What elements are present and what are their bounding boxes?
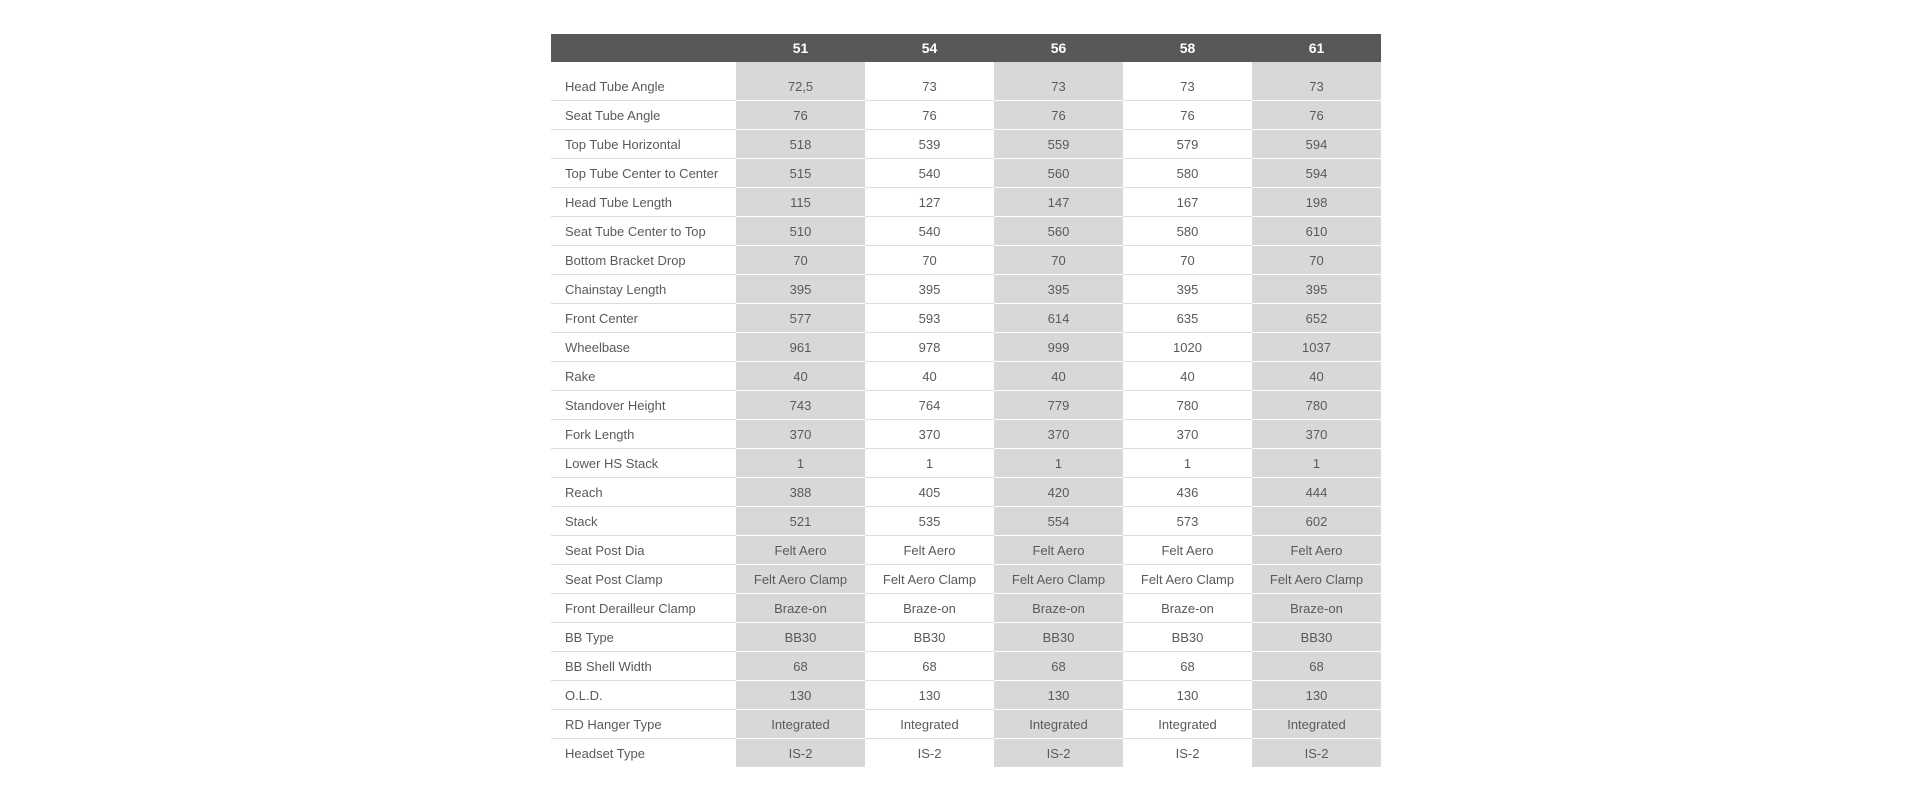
table-cell: Felt Aero	[1123, 536, 1252, 565]
table-cell: IS-2	[1123, 739, 1252, 768]
table-cell: 127	[865, 188, 994, 217]
table-cell: 577	[736, 304, 865, 333]
table-cell: 130	[994, 681, 1123, 710]
table-cell: 395	[1252, 275, 1381, 304]
table-cell: BB30	[994, 623, 1123, 652]
row-label: Reach	[551, 478, 736, 507]
table-cell: Felt Aero Clamp	[1252, 565, 1381, 594]
table-cell: 68	[1123, 652, 1252, 681]
table-cell: Integrated	[865, 710, 994, 739]
geometry-table	[551, 34, 1381, 768]
row-label: Seat Tube Angle	[551, 101, 736, 130]
table-cell: 76	[865, 101, 994, 130]
table-cell: 579	[1123, 130, 1252, 159]
table-cell: 1	[865, 449, 994, 478]
row-label: Seat Post Clamp	[551, 565, 736, 594]
table-cell: Integrated	[1252, 710, 1381, 739]
table-cell: 780	[1252, 391, 1381, 420]
table-cell: 72,5	[736, 72, 865, 101]
table-cell: 743	[736, 391, 865, 420]
table-cell: 130	[1123, 681, 1252, 710]
table-cell: 388	[736, 478, 865, 507]
table-cell: 70	[1123, 246, 1252, 275]
table-cell: 540	[865, 217, 994, 246]
row-label: BB Type	[551, 623, 736, 652]
row-label: Fork Length	[551, 420, 736, 449]
table-cell: 610	[1252, 217, 1381, 246]
table-cell: 518	[736, 130, 865, 159]
table-cell: 580	[1123, 217, 1252, 246]
table-cell: Braze-on	[736, 594, 865, 623]
table-cell: IS-2	[1252, 739, 1381, 768]
table-cell: 73	[1252, 72, 1381, 101]
table-cell: Integrated	[1123, 710, 1252, 739]
table-cell: 573	[1123, 507, 1252, 536]
table-cell: 540	[865, 159, 994, 188]
table-cell: 652	[1252, 304, 1381, 333]
table-cell: 535	[865, 507, 994, 536]
table-cell: 510	[736, 217, 865, 246]
table-cell: 198	[1252, 188, 1381, 217]
table-cell: 764	[865, 391, 994, 420]
table-cell: 780	[1123, 391, 1252, 420]
row-label: Head Tube Length	[551, 188, 736, 217]
table-row	[551, 333, 1381, 362]
table-cell: 40	[736, 362, 865, 391]
table-cell: Felt Aero Clamp	[1123, 565, 1252, 594]
table-cell: 68	[1252, 652, 1381, 681]
table-cell: 395	[1123, 275, 1252, 304]
row-label: Top Tube Center to Center	[551, 159, 736, 188]
table-cell: 130	[1252, 681, 1381, 710]
table-row	[551, 159, 1381, 188]
row-label: Lower HS Stack	[551, 449, 736, 478]
table-cell: 130	[865, 681, 994, 710]
table-cell: IS-2	[994, 739, 1123, 768]
table-cell: Felt Aero Clamp	[736, 565, 865, 594]
table-cell: Felt Aero Clamp	[994, 565, 1123, 594]
table-row	[551, 101, 1381, 130]
table-cell: 370	[1252, 420, 1381, 449]
row-label: Front Center	[551, 304, 736, 333]
row-label: Head Tube Angle	[551, 72, 736, 101]
size-header-4: 61	[1252, 34, 1381, 62]
table-cell: 70	[865, 246, 994, 275]
row-label: O.L.D.	[551, 681, 736, 710]
table-cell: 130	[736, 681, 865, 710]
table-cell: 539	[865, 130, 994, 159]
table-cell: 70	[736, 246, 865, 275]
table-cell: 40	[1252, 362, 1381, 391]
table-cell: 580	[1123, 159, 1252, 188]
spacer-cell	[994, 62, 1123, 72]
table-cell: 76	[994, 101, 1123, 130]
table-cell: 167	[1123, 188, 1252, 217]
table-row	[551, 739, 1381, 768]
table-cell: 68	[994, 652, 1123, 681]
table-cell: Braze-on	[994, 594, 1123, 623]
table-row	[551, 420, 1381, 449]
spacer-cell	[1123, 62, 1252, 72]
table-cell: 40	[1123, 362, 1252, 391]
table-cell: 76	[1252, 101, 1381, 130]
row-label: Top Tube Horizontal	[551, 130, 736, 159]
table-cell: 635	[1123, 304, 1252, 333]
header-corner	[551, 34, 736, 62]
row-label: Headset Type	[551, 739, 736, 768]
table-row	[551, 130, 1381, 159]
table-row	[551, 449, 1381, 478]
table-cell: 73	[994, 72, 1123, 101]
table-cell: IS-2	[865, 739, 994, 768]
geometry-table-body	[551, 62, 1381, 768]
table-cell: Felt Aero	[1252, 536, 1381, 565]
table-cell: 115	[736, 188, 865, 217]
table-cell: 444	[1252, 478, 1381, 507]
table-cell: Felt Aero Clamp	[865, 565, 994, 594]
table-row	[551, 623, 1381, 652]
row-label: Front Derailleur Clamp	[551, 594, 736, 623]
table-cell: Felt Aero	[865, 536, 994, 565]
row-label: BB Shell Width	[551, 652, 736, 681]
table-cell: 521	[736, 507, 865, 536]
table-cell: IS-2	[736, 739, 865, 768]
table-cell: 593	[865, 304, 994, 333]
table-cell: 961	[736, 333, 865, 362]
size-header-0: 51	[736, 34, 865, 62]
table-row	[551, 507, 1381, 536]
table-cell: BB30	[736, 623, 865, 652]
table-cell: 436	[1123, 478, 1252, 507]
table-cell: 76	[1123, 101, 1252, 130]
table-cell: 999	[994, 333, 1123, 362]
table-cell: 73	[1123, 72, 1252, 101]
row-label: Seat Tube Center to Top	[551, 217, 736, 246]
table-row	[551, 565, 1381, 594]
table-row	[551, 710, 1381, 739]
table-cell: Integrated	[736, 710, 865, 739]
table-cell: 370	[865, 420, 994, 449]
table-cell: 1	[736, 449, 865, 478]
table-row	[551, 246, 1381, 275]
spacer-cell	[736, 62, 865, 72]
table-cell: 594	[1252, 130, 1381, 159]
table-cell: 405	[865, 478, 994, 507]
table-cell: 559	[994, 130, 1123, 159]
table-cell: 779	[994, 391, 1123, 420]
table-cell: 76	[736, 101, 865, 130]
table-row	[551, 217, 1381, 246]
row-label: Bottom Bracket Drop	[551, 246, 736, 275]
table-cell: 40	[994, 362, 1123, 391]
table-cell: 73	[865, 72, 994, 101]
table-cell: Felt Aero	[994, 536, 1123, 565]
table-cell: BB30	[1252, 623, 1381, 652]
table-row	[551, 478, 1381, 507]
table-row	[551, 362, 1381, 391]
table-row	[551, 652, 1381, 681]
table-row	[551, 594, 1381, 623]
table-cell: Felt Aero	[736, 536, 865, 565]
table-cell: 1	[1252, 449, 1381, 478]
size-header-row	[551, 34, 1381, 62]
spacer-cell	[551, 62, 736, 72]
row-label: Wheelbase	[551, 333, 736, 362]
table-cell: 1	[1123, 449, 1252, 478]
spacer-cell	[865, 62, 994, 72]
row-label: Rake	[551, 362, 736, 391]
table-cell: 40	[865, 362, 994, 391]
table-row	[551, 391, 1381, 420]
table-cell: 554	[994, 507, 1123, 536]
table-cell: 1020	[1123, 333, 1252, 362]
table-cell: 68	[865, 652, 994, 681]
table-cell: BB30	[1123, 623, 1252, 652]
table-cell: 395	[994, 275, 1123, 304]
row-label: RD Hanger Type	[551, 710, 736, 739]
header-spacer-row	[551, 62, 1381, 72]
row-label: Chainstay Length	[551, 275, 736, 304]
table-cell: 147	[994, 188, 1123, 217]
table-cell: 614	[994, 304, 1123, 333]
table-cell: 515	[736, 159, 865, 188]
table-cell: Braze-on	[1252, 594, 1381, 623]
table-cell: BB30	[865, 623, 994, 652]
table-cell: 370	[1123, 420, 1252, 449]
table-cell: 1037	[1252, 333, 1381, 362]
table-row	[551, 304, 1381, 333]
table-row	[551, 275, 1381, 304]
size-header-2: 56	[994, 34, 1123, 62]
size-header-3: 58	[1123, 34, 1252, 62]
table-cell: 1	[994, 449, 1123, 478]
table-row	[551, 681, 1381, 710]
table-cell: 594	[1252, 159, 1381, 188]
table-cell: 370	[994, 420, 1123, 449]
table-cell: 602	[1252, 507, 1381, 536]
size-header-1: 54	[865, 34, 994, 62]
table-cell: 978	[865, 333, 994, 362]
spacer-cell	[1252, 62, 1381, 72]
row-label: Seat Post Dia	[551, 536, 736, 565]
table-cell: 70	[1252, 246, 1381, 275]
table-cell: Braze-on	[865, 594, 994, 623]
table-cell: 370	[736, 420, 865, 449]
table-row	[551, 72, 1381, 101]
table-cell: 70	[994, 246, 1123, 275]
table-cell: 395	[736, 275, 865, 304]
table-cell: 560	[994, 159, 1123, 188]
table-cell: 68	[736, 652, 865, 681]
table-cell: 395	[865, 275, 994, 304]
row-label: Standover Height	[551, 391, 736, 420]
table-row	[551, 536, 1381, 565]
table-cell: Integrated	[994, 710, 1123, 739]
row-label: Stack	[551, 507, 736, 536]
table-row	[551, 188, 1381, 217]
table-cell: 420	[994, 478, 1123, 507]
table-cell: 560	[994, 217, 1123, 246]
table-cell: Braze-on	[1123, 594, 1252, 623]
